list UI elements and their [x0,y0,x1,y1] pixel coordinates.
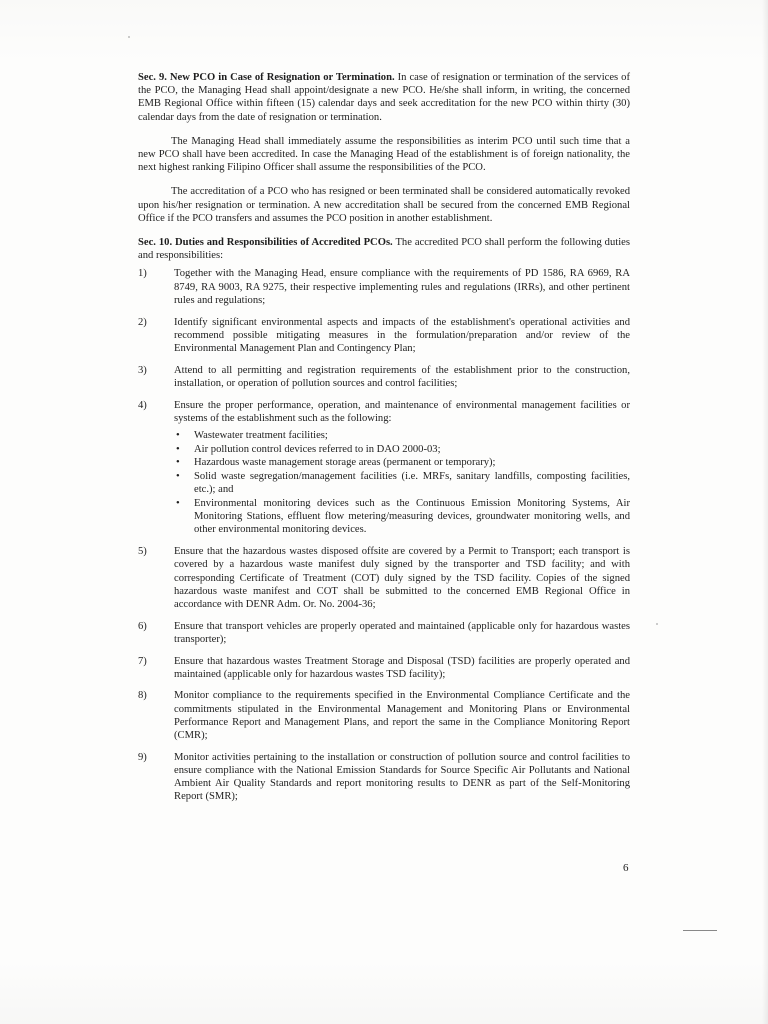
bullet-item: • Air pollution control devices referred to in DAO 2000-03; [174,443,630,456]
document-body [138,71,630,812]
duty-number: 5) [138,546,147,558]
bullet-item: • Solid waste segregation/management facilities (i.e. MRFs, sanitary landfills, composting facilities, etc.); and [174,470,630,496]
duty-number: 1) [138,268,147,280]
sec10-intro: The accredited PCO shall perform the following duties and responsibilities: [138,237,630,262]
duty-number: 6) [138,620,147,632]
duty-item [138,655,630,681]
duty-number: 7) [138,655,147,667]
duty-item [138,364,630,390]
sec10-paragraph [138,236,630,262]
duty-text: Ensure that hazardous wastes Treatment Storage and Disposal (TSD) facilities are properly operated and maintained (applicable only for hazardous wastes TSD facility); [174,655,630,680]
duties-list [138,267,630,803]
duty-item [138,316,630,356]
duty-item [138,689,630,742]
duty-text: Attend to all permitting and registration requirements of the establishment prior to the construction, installation, or operation of pollution sources and control facilities; [174,364,630,389]
sec9-body: In case of resignation or termination of the services of the PCO, the Managing Head shall appoint/designate a new PCO. He/she shall inform, in writing, the concerned EMB Regional Office within fifteen (15) calendar days and seek accreditation for the new PCO within thirty (30) calendar days from the date of resignation or termination. [138,72,630,123]
duty-text: Monitor activities pertaining to the installation or construction of pollution source and control facilities to ensure compliance with the National Emission Standards for Source Specific Air Pollutants and National Ambient Air Quality Standards and report monitoring results to DENR as part of the Self-Monitoring Report (SMR); [174,751,630,803]
duty-text: Monitor compliance to the requirements specified in the Environmental Compliance Certificate and the commitments stipulated in the Environmental Management and Monitoring Plans or Environmental Performance Report and Management Plans, and report the same in the Compliance Monitoring Report (CMR); [174,690,630,742]
duty-item [138,267,630,307]
duty-item [138,399,630,537]
duty-item [138,620,630,646]
duty-number: 9) [138,751,147,763]
page-number: 6 [623,862,629,874]
sec10-heading: Sec. 10. Duties and Responsibilities of Accredited PCOs. [138,237,393,249]
scan-speck [656,623,658,625]
sec9-heading: Sec. 9. New PCO in Case of Resignation or Termination. [138,72,395,83]
duty-text: Ensure the proper performance, operation, and maintenance of environmental management facilities or systems of the establishment such as the following: [174,399,630,424]
duty-number: 2) [138,316,147,328]
sec9-paragraph-3: The accreditation of a PCO who has resigned or been terminated shall be considered automatically revoked upon his/her resignation or termination. A new accreditation shall be secured from the concerned EMB Regional Office if the PCO transfers and assumes the PCO position in another establishment. [138,186,630,224]
duty-item [138,545,630,611]
duty-number: 3) [138,364,147,376]
duty-text: Ensure that the hazardous wastes disposed offsite are covered by a Permit to Transport; each transport is covered by a hazardous waste manifest duly signed by the transporter and TSD facility; and with corresponding Certificate of Treatment (COT) duly signed by the TSD facility. Copies of the signed hazardous waste manifest and COT shall be submitted to the concerned EMB Regional Office in accordance with DENR Adm. Or. No. 2004-36; [174,546,630,610]
duty-item [138,751,630,804]
duty-text: Together with the Managing Head, ensure compliance with the requirements of PD 1586, RA 6969, RA 8749, RA 9003, RA 9275, their respective implementing rules and regulations (IRRs), and other pertinent rules and regulations; [174,268,630,306]
duty-number: 8) [138,690,147,702]
page-edge-shadow [762,0,768,1024]
bullet-item: • Hazardous waste management storage areas (permanent or temporary); [174,456,630,469]
sec9-paragraph-2: The Managing Head shall immediately assume the responsibilities as interim PCO until such time that a new PCO shall have been accredited. In case the Managing Head of the establishment is of foreign nationality, the next highest ranking Filipino Officer shall assume the responsibilities of the PCO. [138,135,630,174]
duty-text: Ensure that transport vehicles are properly operated and maintained (applicable only for hazardous wastes transporter); [174,620,630,645]
duty-number: 4) [138,399,147,411]
footer-rule [683,930,717,931]
bullet-item: • Wastewater treatment facilities; [174,429,630,442]
facilities-bullet-list [174,429,630,537]
bullet-item: • Environmental monitoring devices such as the Continuous Emission Monitoring Systems, Air Monitoring Stations, effluent flow metering/measuring devices, groundwater monitoring wells, and other environmental monitoring devices. [174,497,630,537]
scan-speck [128,36,130,38]
duty-text: Identify significant environmental aspects and impacts of the establishment's operational activities and recommend possible mitigating measures in the formulation/preparation and/or review of the Environmental Management Plan and Contingency Plan; [174,316,630,354]
sec9-paragraph [138,71,630,124]
